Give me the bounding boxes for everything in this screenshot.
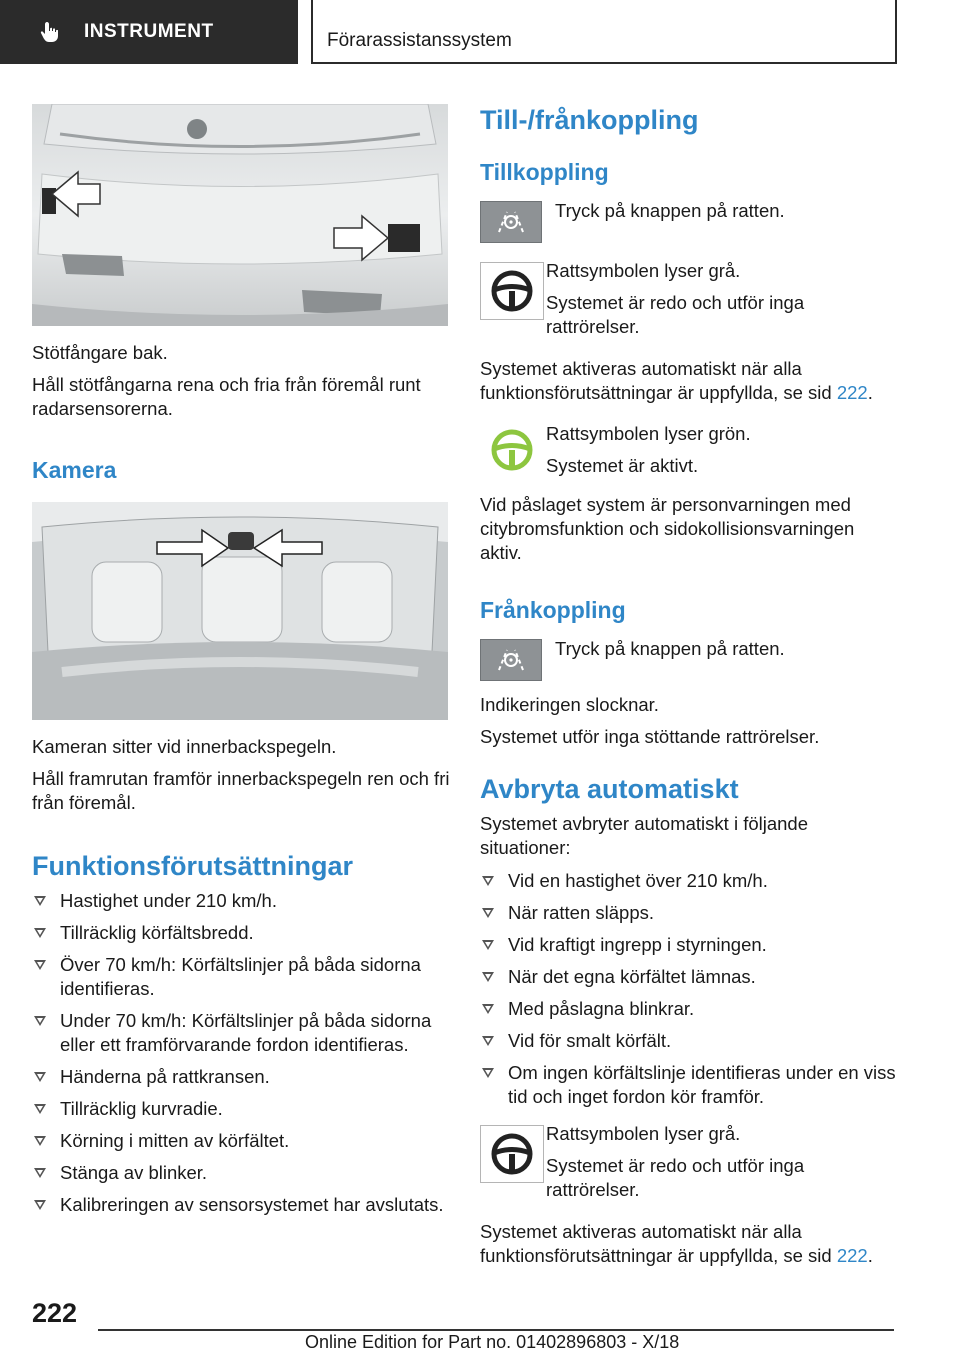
- ready-text-2: Systemet är redo och utför inga rattrörelser.: [546, 1155, 805, 1200]
- no-support-text: Systemet utför inga stöttande rattrörelser.: [480, 726, 820, 747]
- abort-heading: Avbryta automatiskt: [480, 774, 739, 804]
- list-item: Stänga av blinker.: [32, 1161, 448, 1185]
- triangle-bullet-icon: [482, 972, 494, 982]
- warning-text: Vid påslaget system är personvarningen med citybromsfunktion och sidokollisionsvarningen aktiv.: [480, 494, 855, 563]
- triangle-bullet-icon: [34, 1168, 46, 1178]
- triangle-bullet-icon: [34, 1016, 46, 1026]
- footer-divider: [98, 1329, 894, 1331]
- list-item: Kalibreringen av sensorsystemet har avslutats.: [32, 1193, 448, 1217]
- camera-text: Håll framrutan framför innerbackspegeln ren och fri från föremål.: [32, 768, 450, 813]
- edition-text: Online Edition for Part no. 01402896803 - X/18: [305, 1332, 680, 1352]
- auto-activate-text-2: Systemet aktiveras automatiskt när alla funktionsförutsättningar är uppfyllda, se sid 222.: [480, 1221, 873, 1266]
- triangle-bullet-icon: [34, 928, 46, 938]
- onoff-heading: Till-/frånkoppling: [480, 105, 699, 135]
- steering-wheel-green-icon: [480, 421, 544, 479]
- section-title: INSTRUMENT: [84, 21, 214, 42]
- rear-bumper-photo: [32, 104, 448, 326]
- grey-lit-text: Rattsymbolen lyser grå.: [546, 260, 741, 281]
- on-press-text: Tryck på knappen på ratten.: [555, 200, 785, 221]
- lane-assist-button-icon: [480, 201, 542, 243]
- abort-intro: Systemet avbryter automatiskt i följande situationer:: [480, 813, 809, 858]
- list-item: Hastighet under 210 km/h.: [32, 889, 448, 913]
- triangle-bullet-icon: [34, 1104, 46, 1114]
- requirements-list: [32, 889, 448, 1225]
- green-lit-text: Rattsymbolen lyser grön.: [546, 423, 751, 444]
- grey-lit-text-2: Rattsymbolen lyser grå.: [546, 1123, 741, 1144]
- triangle-bullet-icon: [482, 1036, 494, 1046]
- steering-wheel-grey-icon-2: [480, 1125, 544, 1183]
- list-item: När det egna körfältet lämnas.: [480, 965, 896, 989]
- indicator-off-text: Indikeringen slocknar.: [480, 694, 659, 715]
- ready-text: Systemet är redo och utför inga rattrörelser.: [546, 292, 805, 337]
- list-item: Tillräcklig körfältsbredd.: [32, 921, 448, 945]
- page-number: 222: [32, 1298, 78, 1328]
- list-item: Vid för smalt körfält.: [480, 1029, 896, 1053]
- list-item: När ratten släpps.: [480, 901, 896, 925]
- list-item: Händerna på rattkransen.: [32, 1065, 448, 1089]
- section-tab: [0, 0, 298, 64]
- triangle-bullet-icon: [34, 960, 46, 970]
- camera-caption: Kameran sitter vid innerbackspegeln.: [32, 736, 337, 757]
- on-heading: Tillkoppling: [480, 159, 609, 185]
- camera-heading: Kamera: [32, 457, 117, 483]
- requirements-heading: Funktionsförutsättningar: [32, 851, 353, 881]
- steering-wheel-grey-icon: [480, 262, 544, 320]
- list-item: Om ingen körfältslinje identifieras under en viss tid och inget fordon kör framför.: [480, 1061, 896, 1109]
- camera-photo: [32, 502, 448, 720]
- triangle-bullet-icon: [482, 1004, 494, 1014]
- chapter-tab: [311, 0, 897, 64]
- triangle-bullet-icon: [482, 1068, 494, 1078]
- triangle-bullet-icon: [34, 1072, 46, 1082]
- hand-pointer-icon: [38, 20, 62, 44]
- list-item: Under 70 km/h: Körfältslinjer på båda sidorna eller ett framförvarande fordon identifieras.: [32, 1009, 448, 1057]
- page-link-2[interactable]: 222: [836, 1245, 868, 1266]
- lane-assist-button-icon-off: [480, 639, 542, 681]
- abort-list: [480, 869, 896, 1117]
- triangle-bullet-icon: [34, 896, 46, 906]
- auto-activate-text: Systemet aktiveras automatiskt när alla funktionsförutsättningar är uppfyllda, se sid 222.: [480, 358, 873, 403]
- triangle-bullet-icon: [482, 908, 494, 918]
- page-link[interactable]: 222: [836, 382, 868, 403]
- off-heading: Frånkoppling: [480, 597, 626, 623]
- triangle-bullet-icon: [34, 1136, 46, 1146]
- list-item: Över 70 km/h: Körfältslinjer på båda sidorna identifieras.: [32, 953, 448, 1001]
- off-press-text: Tryck på knappen på ratten.: [555, 638, 785, 659]
- list-item: Vid en hastighet över 210 km/h.: [480, 869, 896, 893]
- list-item: Med påslagna blinkrar.: [480, 997, 896, 1021]
- list-item: Tillräcklig kurvradie.: [32, 1097, 448, 1121]
- triangle-bullet-icon: [34, 1200, 46, 1210]
- bumper-text: Håll stötfångarna rena och fria från föremål runt radarsensorerna.: [32, 374, 421, 419]
- triangle-bullet-icon: [482, 940, 494, 950]
- list-item: Körning i mitten av körfältet.: [32, 1129, 448, 1153]
- chapter-title: Förarassistanssystem: [327, 30, 512, 51]
- bumper-caption: Stötfångare bak.: [32, 342, 168, 363]
- list-item: Vid kraftigt ingrepp i styrningen.: [480, 933, 896, 957]
- active-text: Systemet är aktivt.: [546, 455, 699, 476]
- triangle-bullet-icon: [482, 876, 494, 886]
